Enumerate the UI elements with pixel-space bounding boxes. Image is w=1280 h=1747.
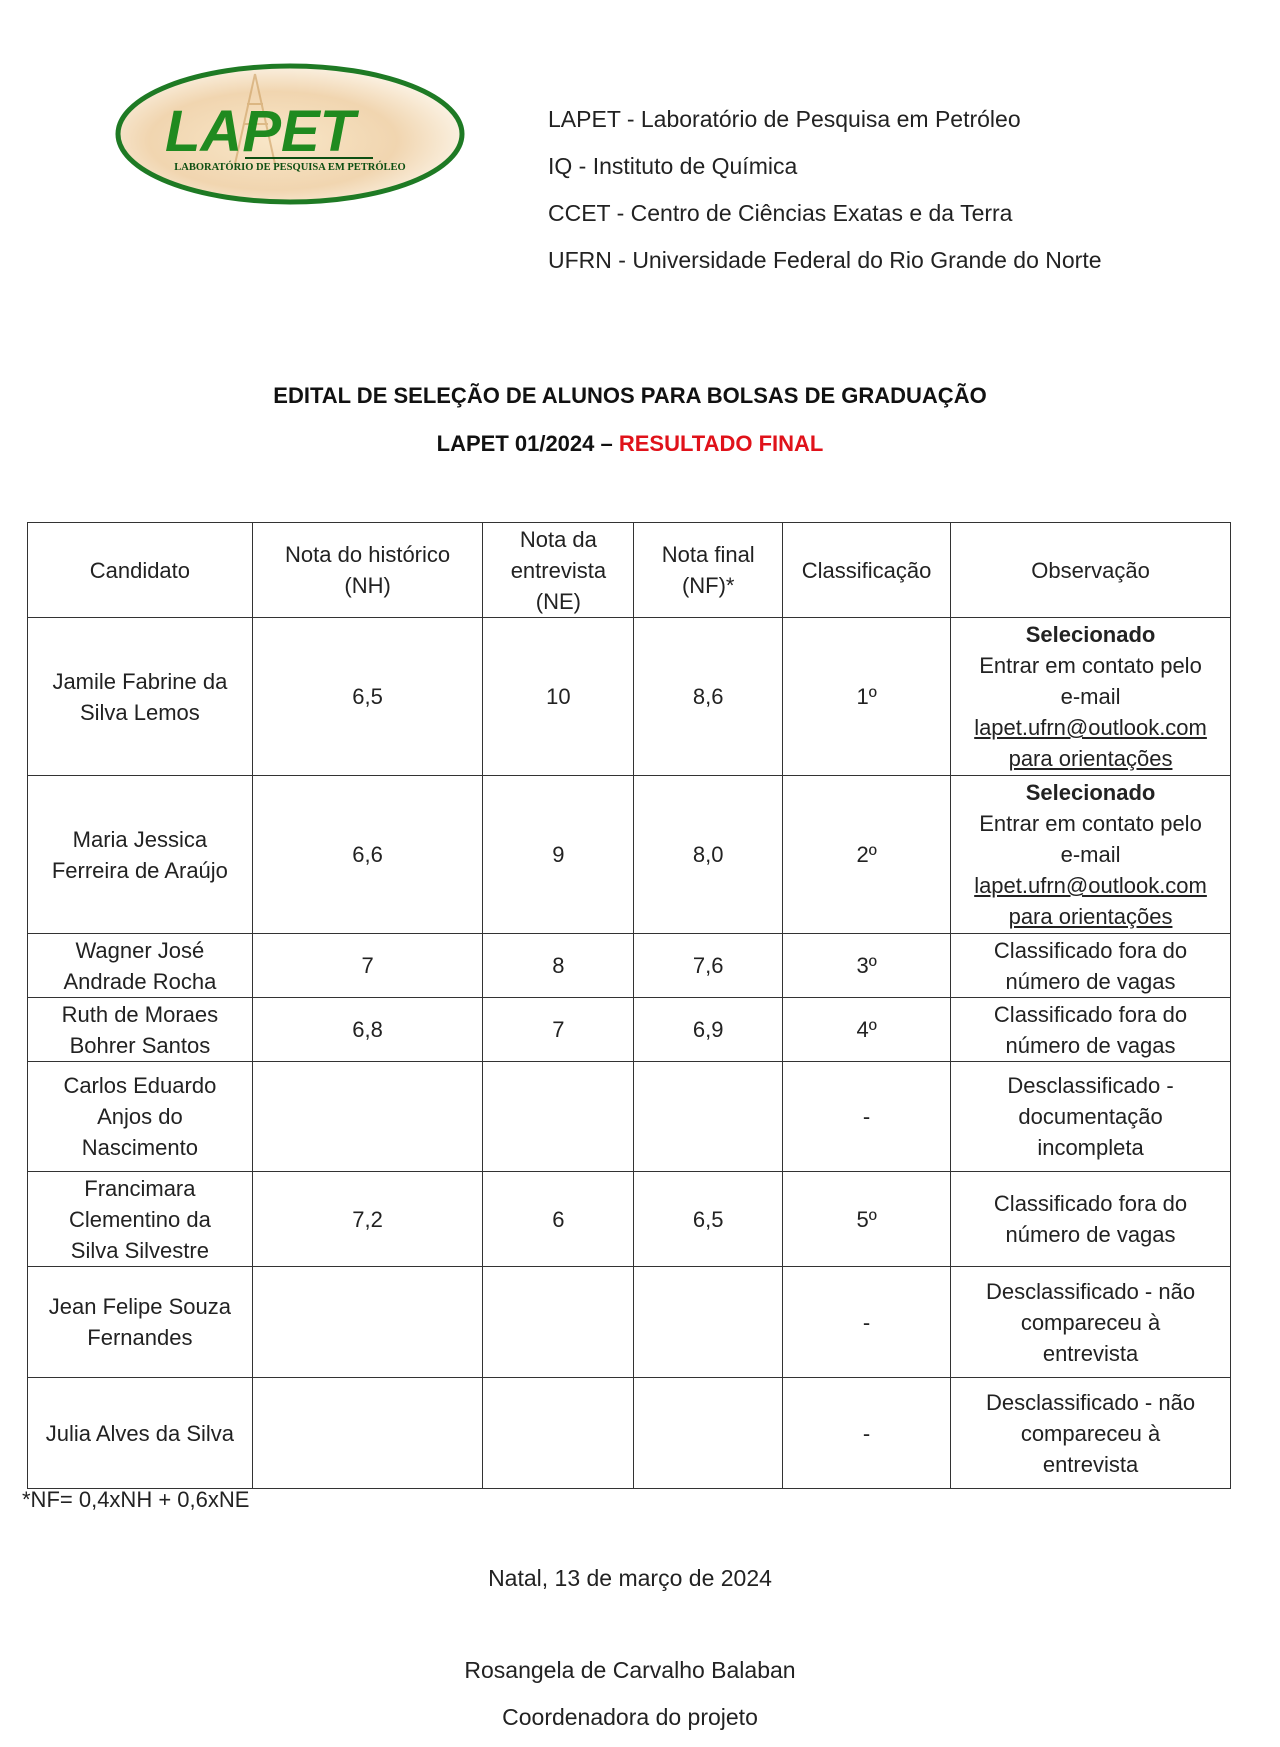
table-body <box>28 618 1231 1489</box>
header-line-ufrn: UFRN - Universidade Federal do Rio Grande do Norte <box>548 247 1102 273</box>
observacao-cell <box>951 618 1231 776</box>
candidate-name: Silva Silvestre <box>70 1237 209 1263</box>
nota-historico-value: 6,6 <box>352 842 383 867</box>
nota-historico-cell <box>252 1172 483 1267</box>
header-text: (NH) <box>344 573 391 598</box>
header-text: (NE) <box>535 588 581 614</box>
nota-final-cell <box>634 1378 783 1489</box>
status-selected: Selecionado <box>1025 622 1156 647</box>
results-table <box>27 522 1231 1489</box>
candidate-name: Wagner José <box>75 937 205 963</box>
subtitle-prefix: LAPET 01/2024 – <box>436 431 619 456</box>
header-line-iq: IQ - Instituto de Química <box>548 153 798 179</box>
observacao-cell <box>951 776 1231 934</box>
nota-final-value: 7,6 <box>692 953 724 978</box>
nota-historico-value: 6,8 <box>352 1017 383 1042</box>
observacao-text: Entrar em contato pelo <box>979 653 1202 678</box>
observacao-cell <box>951 1172 1231 1267</box>
nota-entrevista-cell <box>483 1062 634 1172</box>
classificacao-cell <box>783 934 951 998</box>
nota-historico-value: 7,2 <box>352 1206 383 1232</box>
nota-entrevista-cell <box>483 776 634 934</box>
table-row <box>28 776 1231 934</box>
table-row <box>28 1267 1231 1378</box>
candidate-name: Clementino da <box>68 1206 211 1232</box>
candidate-name: Jamile Fabrine da <box>52 668 228 694</box>
observacao-text: incompleta <box>1037 1135 1144 1160</box>
logo-wordmark: LAPET <box>165 99 356 164</box>
candidate-name: Ruth de Moraes <box>61 1001 219 1027</box>
header-text: entrevista <box>510 557 607 583</box>
observacao-text: número de vagas <box>1005 968 1176 994</box>
classificacao-value: - <box>862 1104 871 1129</box>
status-selected: Selecionado <box>1025 780 1156 805</box>
nota-final-cell <box>634 618 783 776</box>
candidate-name: Ferreira de Araújo <box>51 857 228 883</box>
observacao-text: Desclassificado - <box>1007 1073 1174 1098</box>
header-text: Observação <box>1031 557 1150 583</box>
classificacao-cell <box>783 618 951 776</box>
nota-entrevista-cell <box>483 618 634 776</box>
lapet-logo <box>105 54 485 214</box>
candidate-name: Fernandes <box>87 1325 193 1350</box>
header-nota-historico <box>252 523 483 618</box>
table-row <box>28 618 1231 776</box>
classificacao-value: 5º <box>856 1206 877 1232</box>
nota-historico-cell <box>252 1267 483 1378</box>
observacao-text: e-mail <box>1060 842 1121 867</box>
document-subtitle <box>0 431 1260 457</box>
table-row <box>28 1172 1231 1267</box>
nota-entrevista-cell <box>483 934 634 998</box>
header-text: Nota do histórico <box>285 542 451 567</box>
candidate-name: Maria Jessica <box>72 826 208 852</box>
document-title: EDITAL DE SELEÇÃO DE ALUNOS PARA BOLSAS DE GRADUAÇÃO <box>273 383 987 408</box>
nota-historico-cell <box>252 1378 483 1489</box>
candidate-name: Francimara <box>84 1175 196 1201</box>
candidate-name: Bohrer Santos <box>69 1032 211 1058</box>
candidate-name-cell <box>28 998 253 1062</box>
contact-link-text[interactable]: para orientações <box>1008 746 1173 771</box>
table-header-row <box>28 523 1231 618</box>
table-row <box>28 1062 1231 1172</box>
nota-final-cell <box>634 934 783 998</box>
nota-final-cell <box>634 776 783 934</box>
observacao-text: Entrar em contato pelo <box>979 811 1202 836</box>
signer-role: Coordenadora do projeto <box>502 1704 758 1730</box>
nota-final-cell <box>634 1267 783 1378</box>
nota-historico-cell <box>252 618 483 776</box>
nota-final-cell <box>634 1062 783 1172</box>
nota-historico-value: 6,5 <box>352 684 383 709</box>
contact-email-link[interactable]: lapet.ufrn@outlook.com <box>974 873 1207 898</box>
candidate-name: Julia Alves da Silva <box>45 1420 235 1446</box>
candidate-name-cell <box>28 776 253 934</box>
observacao-text: número de vagas <box>1005 1032 1176 1058</box>
observacao-cell <box>951 1378 1231 1489</box>
nota-entrevista-value: 6 <box>552 1206 565 1232</box>
table-row <box>28 1378 1231 1489</box>
candidate-name: Anjos do <box>97 1104 183 1129</box>
nota-final-cell <box>634 998 783 1062</box>
nota-historico-cell <box>252 934 483 998</box>
classificacao-value: 2º <box>856 842 877 867</box>
nota-entrevista-value: 10 <box>546 684 571 709</box>
nota-historico-cell <box>252 776 483 934</box>
nota-final-value: 8,0 <box>692 842 724 867</box>
observacao-text: e-mail <box>1060 684 1121 709</box>
classificacao-cell <box>783 1378 951 1489</box>
candidate-name: Jean Felipe Souza <box>48 1294 231 1319</box>
table-row <box>28 934 1231 998</box>
observacao-text: Classificado fora do <box>993 1191 1188 1216</box>
candidate-name-cell <box>28 1378 253 1489</box>
classificacao-cell <box>783 1267 951 1378</box>
header-text: Classificação <box>801 557 932 583</box>
header-text: Candidato <box>89 557 191 583</box>
table-row <box>28 998 1231 1062</box>
nota-final-cell <box>634 1172 783 1267</box>
header-text: (NF)* <box>681 573 735 598</box>
candidate-name-cell <box>28 934 253 998</box>
candidate-name: Silva Lemos <box>79 699 200 725</box>
candidate-name-cell <box>28 1062 253 1172</box>
classificacao-value: - <box>862 1309 871 1335</box>
classificacao-value: 1º <box>856 684 877 709</box>
header-line-lapet: LAPET - Laboratório de Pesquisa em Petróleo <box>548 106 1021 132</box>
subtitle-highlight: RESULTADO FINAL <box>618 431 824 456</box>
observacao-text: compareceu à <box>1020 1420 1161 1446</box>
observacao-text: entrevista <box>1042 1451 1139 1477</box>
nota-entrevista-cell <box>483 998 634 1062</box>
logo-tagline: LABORATÓRIO DE PESQUISA EM PETRÓLEO <box>174 162 406 173</box>
formula-footnote: *NF= 0,4xNH + 0,6xNE <box>22 1487 250 1512</box>
classificacao-cell <box>783 1062 951 1172</box>
nota-final-value: 6,5 <box>692 1206 724 1232</box>
observacao-text: Desclassificado - não <box>985 1278 1196 1304</box>
observacao-text: entrevista <box>1042 1340 1139 1366</box>
candidate-name: Nascimento <box>81 1135 198 1160</box>
lapet-logo-graphic <box>105 54 485 214</box>
classificacao-cell <box>783 998 951 1062</box>
observacao-text: Desclassificado - não <box>985 1389 1196 1415</box>
candidate-name-cell <box>28 1267 253 1378</box>
header-text: Nota da <box>519 526 597 552</box>
header-nota-final <box>634 523 783 618</box>
contact-link-text[interactable]: para orientações <box>1008 904 1173 929</box>
institution-header <box>548 96 1102 284</box>
classificacao-value: - <box>862 1420 871 1446</box>
header-text: Nota final <box>661 542 755 567</box>
nota-entrevista-value: 7 <box>552 1017 565 1042</box>
nota-entrevista-value: 8 <box>552 953 565 978</box>
observacao-text: Classificado fora do <box>993 937 1188 963</box>
header-observacao <box>951 523 1231 618</box>
header-candidato <box>28 523 253 618</box>
observacao-cell <box>951 934 1231 998</box>
contact-email-link[interactable]: lapet.ufrn@outlook.com <box>974 715 1207 740</box>
candidate-name-cell <box>28 618 253 776</box>
nota-historico-value: 7 <box>361 953 374 978</box>
classificacao-value: 4º <box>856 1017 877 1042</box>
nota-entrevista-cell <box>483 1267 634 1378</box>
observacao-cell <box>951 998 1231 1062</box>
observacao-cell <box>951 1267 1231 1378</box>
nota-final-value: 6,9 <box>692 1017 724 1042</box>
nota-entrevista-cell <box>483 1378 634 1489</box>
observacao-text: número de vagas <box>1005 1222 1176 1247</box>
observacao-text: compareceu à <box>1020 1309 1161 1335</box>
classificacao-cell <box>783 776 951 934</box>
observacao-cell <box>951 1062 1231 1172</box>
nota-entrevista-value: 9 <box>552 842 565 867</box>
candidate-name-cell <box>28 1172 253 1267</box>
observacao-text: documentação <box>1018 1104 1163 1129</box>
nota-historico-cell <box>252 998 483 1062</box>
nota-historico-cell <box>252 1062 483 1172</box>
classificacao-value: 3º <box>856 953 877 978</box>
header-line-ccet: CCET - Centro de Ciências Exatas e da Terra <box>548 200 1013 226</box>
signer-name: Rosangela de Carvalho Balaban <box>464 1657 796 1683</box>
nota-entrevista-cell <box>483 1172 634 1267</box>
candidate-name: Carlos Eduardo <box>63 1073 217 1098</box>
classificacao-cell <box>783 1172 951 1267</box>
nota-final-value: 8,6 <box>692 684 724 709</box>
candidate-name: Andrade Rocha <box>63 968 217 994</box>
observacao-text: Classificado fora do <box>993 1001 1188 1027</box>
header-classificacao <box>783 523 951 618</box>
place-date: Natal, 13 de março de 2024 <box>488 1565 772 1591</box>
header-nota-entrevista <box>483 523 634 618</box>
